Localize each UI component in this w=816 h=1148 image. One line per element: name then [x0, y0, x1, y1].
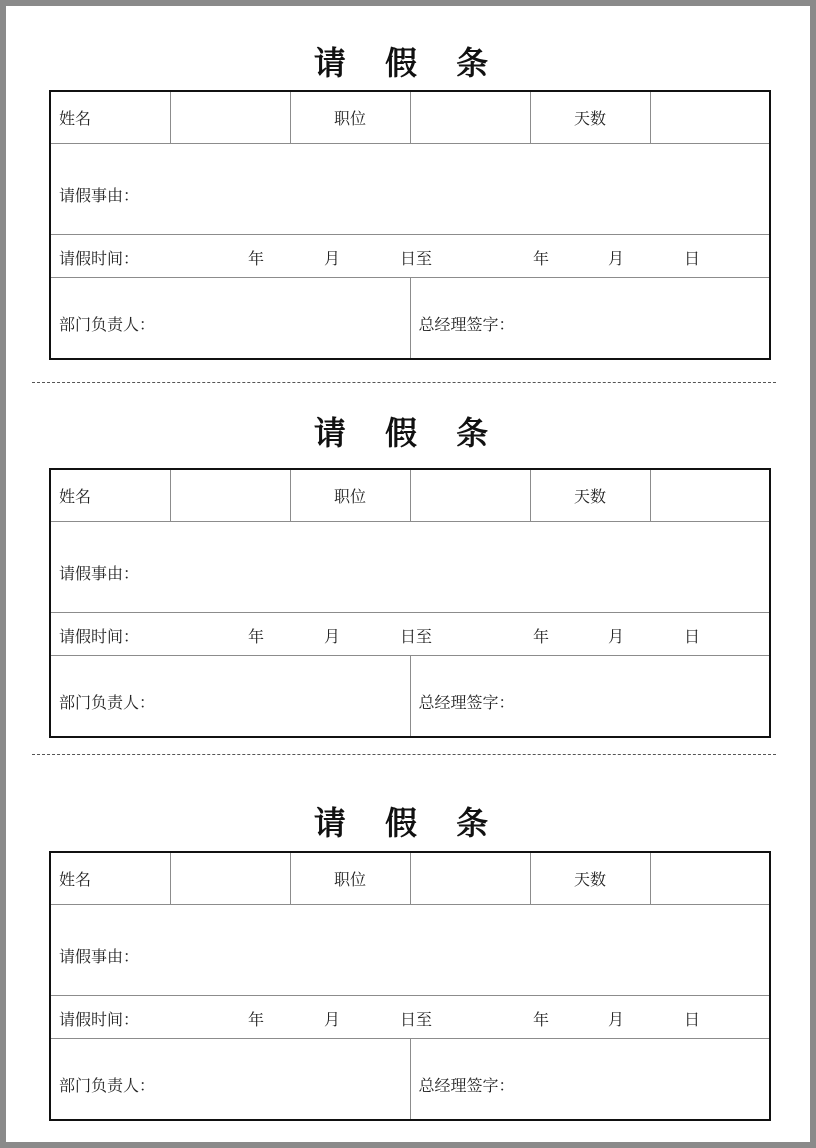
reason-field[interactable]: [50, 144, 770, 235]
name-field[interactable]: [170, 91, 290, 144]
dept-head-field[interactable]: [50, 278, 410, 360]
end-day-label: 日: [684, 1010, 701, 1029]
position-field[interactable]: [410, 852, 530, 905]
dept-head-field[interactable]: [50, 1039, 410, 1121]
position-field[interactable]: [410, 469, 530, 522]
dept-head-field[interactable]: [50, 656, 410, 738]
cut-line: [32, 754, 776, 755]
start-month-label: 月: [324, 1010, 341, 1029]
days-label: 天数: [530, 91, 650, 144]
days-field[interactable]: [650, 91, 770, 144]
gm-signature-field[interactable]: [410, 1039, 770, 1121]
reason-label: 请假事由：: [59, 564, 140, 583]
leave-slip-table: [49, 851, 771, 1121]
end-year-label: 年: [533, 627, 550, 646]
end-year-label: 年: [533, 249, 550, 268]
gm-signature-field[interactable]: [410, 278, 770, 360]
form-title: 请 假 条: [313, 804, 503, 842]
position-label: 职位: [290, 469, 410, 522]
name-field[interactable]: [170, 469, 290, 522]
cut-line: [32, 382, 776, 383]
reason-field[interactable]: [50, 905, 770, 996]
start-day-to-label: 日至: [400, 249, 433, 268]
start-day-to-label: 日至: [400, 1010, 433, 1029]
name-label: 姓名: [50, 852, 170, 905]
start-year-label: 年: [248, 1010, 265, 1029]
dept-head-label: 部门负责人：: [59, 1076, 156, 1095]
start-month-label: 月: [324, 627, 341, 646]
days-field[interactable]: [650, 852, 770, 905]
leave-slip-table: [49, 90, 771, 360]
reason-label: 请假事由：: [59, 186, 140, 205]
end-month-label: 月: [608, 249, 625, 268]
start-year-label: 年: [248, 627, 265, 646]
name-field[interactable]: [170, 852, 290, 905]
leave-time-field[interactable]: [50, 996, 770, 1039]
document-page: [6, 6, 810, 1142]
name-label: 姓名: [50, 469, 170, 522]
start-year-label: 年: [248, 249, 265, 268]
reason-label: 请假事由：: [59, 947, 140, 966]
days-field[interactable]: [650, 469, 770, 522]
leave-time-field[interactable]: [50, 613, 770, 656]
position-label: 职位: [290, 91, 410, 144]
position-label: 职位: [290, 852, 410, 905]
name-label: 姓名: [50, 91, 170, 144]
days-label: 天数: [530, 469, 650, 522]
end-month-label: 月: [608, 1010, 625, 1029]
gm-signature-field[interactable]: [410, 656, 770, 738]
dept-head-label: 部门负责人：: [59, 693, 156, 712]
end-month-label: 月: [608, 627, 625, 646]
form-title: 请 假 条: [313, 44, 503, 82]
leave-time-label: 请假时间：: [59, 627, 140, 646]
gm-signature-label: 总经理签字：: [418, 1076, 515, 1095]
days-label: 天数: [530, 852, 650, 905]
gm-signature-label: 总经理签字：: [418, 693, 515, 712]
end-day-label: 日: [684, 249, 701, 268]
gm-signature-label: 总经理签字：: [418, 315, 515, 334]
start-day-to-label: 日至: [400, 627, 433, 646]
leave-time-label: 请假时间：: [59, 1010, 140, 1029]
form-title: 请 假 条: [313, 414, 503, 452]
start-month-label: 月: [324, 249, 341, 268]
leave-time-label: 请假时间：: [59, 249, 140, 268]
end-year-label: 年: [533, 1010, 550, 1029]
leave-slip-table: [49, 468, 771, 738]
position-field[interactable]: [410, 91, 530, 144]
reason-field[interactable]: [50, 522, 770, 613]
end-day-label: 日: [684, 627, 701, 646]
dept-head-label: 部门负责人：: [59, 315, 156, 334]
leave-time-field[interactable]: [50, 235, 770, 278]
